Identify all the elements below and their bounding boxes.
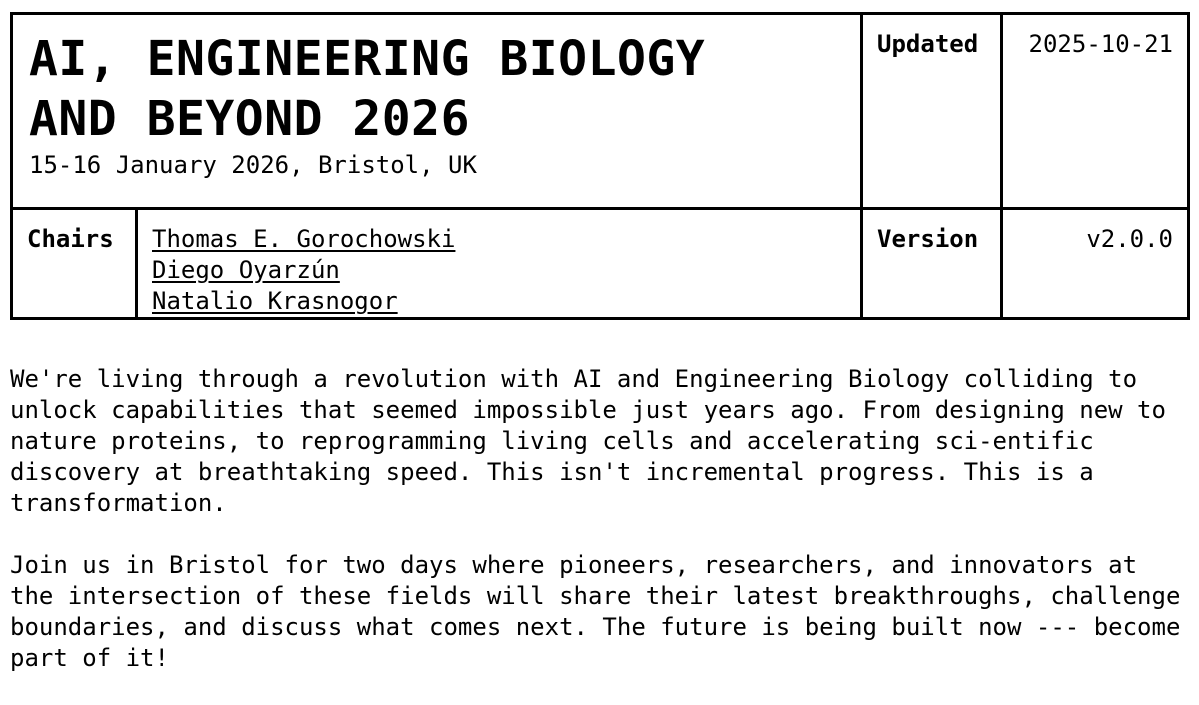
updated-value: 2025-10-21 [1002, 14, 1189, 209]
updated-label: Updated [862, 14, 1002, 209]
intro-text [10, 364, 1190, 705]
page-title [29, 29, 860, 149]
chair-link-oyarzun[interactable]: Diego Oyarzún [152, 256, 340, 284]
title-cell [12, 14, 862, 209]
version-value: v2.0.0 [1002, 209, 1189, 319]
chair-link-gorochowski[interactable]: Thomas E. Gorochowski [152, 225, 456, 253]
header-table [10, 12, 1190, 320]
title-line-1: AI, ENGINEERING BIOLOGY [29, 31, 706, 87]
title-line-2: AND BEYOND 2026 [29, 91, 470, 147]
intro-paragraph-2: Join us in Bristol for two days where pioneers, researchers, and innovators at the intersection of these fields will share their latest breakthroughs, challenge boundaries, and discuss what comes next. The future is being built now --- become part of it! [10, 551, 1181, 672]
chair-link-krasnogor[interactable]: Natalio Krasnogor [152, 287, 398, 315]
chairs-label: Chairs [12, 209, 137, 319]
event-date-location: 15-16 January 2026, Bristol, UK [29, 151, 477, 179]
chairs-list [137, 209, 862, 319]
version-label: Version [862, 209, 1002, 319]
intro-paragraph-1: We're living through a revolution with AI and Engineering Biology colliding to unlock capabilities that seemed impossible just years ago. From designing new to nature proteins, to reprogramming living cells and accelerating sci-entific discovery at breathtaking speed. This isn't incremental progress. This is a transformation. [10, 365, 1166, 517]
